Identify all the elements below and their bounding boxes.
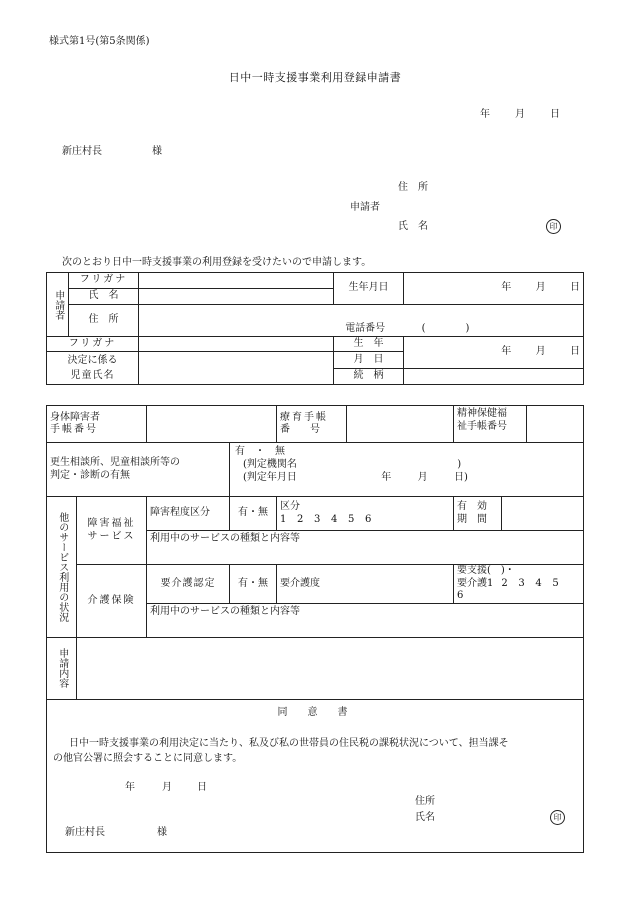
care-yes-no[interactable]: 有・無 [230,565,277,604]
relation-field[interactable] [404,369,584,385]
consent-address-label: 住所 [415,795,435,807]
consent-title: 同 意 書 [277,706,348,718]
mental-book-label: 精神保健福 祉手帳番号 [454,406,527,442]
mental-book-cell [454,406,584,443]
support-label: 要支援( )・ [457,565,515,576]
division-num: 6 [365,513,372,525]
mental-book-field[interactable] [527,406,583,442]
seal-icon: 印 [546,219,561,234]
form-number: 様式第1号(第5条関係) [49,36,150,47]
child-furigana-label: フリガナ [47,337,139,352]
degree-yes-no[interactable]: 有・無 [230,497,277,531]
consent-body-line2: の他官公署に照会することに同意します。 [53,752,243,764]
division-label: 区分 [280,501,300,512]
care-num: 6 [457,590,464,601]
judge-month: 月 [417,472,428,483]
division-cell[interactable] [277,497,454,531]
birth-label: 生年月日 [334,273,404,305]
consult-label: 更生相談所、児童相談所等の 判定・診断の有無 [47,443,230,497]
page-title: 日中一時支援事業利用登録申請書 [228,71,402,84]
welfare-service-contents[interactable]: 利用中のサービスの種類と内容等 [147,531,584,565]
judge-org-label: (判定機関名 [243,459,297,470]
child-birth-label-2: 月 日 [334,352,404,369]
child-birth-field[interactable] [404,337,584,369]
valid-period-label: 有 効 期 間 [454,497,502,531]
consent-seal-icon: 印 [550,810,565,825]
detail-table [46,405,584,853]
valid-period-field[interactable] [502,497,584,531]
division-num: 1 [280,513,287,525]
birth-year: 年 [501,282,512,294]
child-name-label: 決定に係る 児童氏名 [47,352,139,385]
child-birth-year: 年 [501,346,512,358]
division-num: 5 [348,513,355,525]
care-insurance-label: 介護保険 [77,565,147,638]
applicant-label: 申請者 [350,202,380,213]
address-field[interactable] [139,305,584,337]
consent-day: 日 [197,781,207,793]
child-furigana-field[interactable] [139,337,334,352]
birth-month: 月 [535,282,546,294]
child-birth-month: 月 [535,346,546,358]
care-level-field[interactable] [454,565,584,604]
consent-honorific: 様 [157,826,167,838]
care-num: 5 [552,577,559,589]
judge-day: 日) [454,472,468,483]
relation-label: 続 柄 [334,369,404,385]
birth-day: 日 [570,282,580,294]
consent-year: 年 [125,781,135,793]
division-num: 4 [331,513,338,525]
birth-field[interactable] [404,273,584,305]
child-name-field[interactable] [139,352,334,385]
consult-yes-no: 有 ・ 無 [235,446,285,457]
date-year: 年 [480,109,490,120]
judge-date-label: (判定年月日 [243,472,297,483]
care-num: 2 [501,577,508,589]
division-num: 2 [297,513,304,525]
care-service-contents[interactable]: 利用中のサービスの種類と内容等 [147,603,584,637]
division-num: 3 [314,513,321,525]
application-content-field[interactable] [77,637,584,699]
furigana-label: フリガナ [69,273,139,289]
child-birth-day: 日 [570,346,580,358]
care-cert-label: 要介護認定 [147,565,230,604]
consent-body-line1: 日中一時支援事業の利用決定に当たり、私及び私の世帯員の住民税の課税状況について、担当課そ [69,737,509,749]
honorific: 様 [152,146,162,157]
applicant-table [46,272,584,385]
other-services-label: 他のサービス利用の状況 [47,497,77,638]
consent-name-label: 氏名 [415,811,435,823]
date-month: 月 [515,109,525,120]
disability-book-label: 身体障害者 手帳番号 [47,406,147,443]
consent-addressee: 新庄村長 [65,826,105,838]
consent-section [47,699,584,852]
application-content-label: 申請内容 [47,637,77,699]
consent-month: 月 [162,781,172,793]
applicant-name-label: 氏 名 [398,221,428,232]
name-label: 氏 名 [69,289,139,305]
degree-label: 障害程度区分 [147,497,230,531]
disability-book-field[interactable] [147,406,277,443]
care-num: 4 [535,577,542,589]
care-num: 3 [518,577,525,589]
furigana-field[interactable] [139,273,334,289]
judge-year: 年 [381,472,392,483]
phone-label: 電話番号 [345,322,386,334]
consult-field[interactable] [230,443,584,497]
addressee: 新庄村長 [62,146,102,157]
ryoiku-label: 療育手帳 番 号 [277,406,347,443]
date-day: 日 [550,109,560,120]
phone-parens: ( ) [421,322,470,334]
intro-text: 次のとおり日中一時支援事業の利用登録を受けたいので申請します。 [62,257,372,268]
applicant-address-label: 住 所 [398,182,428,193]
judge-org-close: ) [457,459,462,470]
name-field[interactable] [139,289,334,305]
child-birth-label-1: 生 年 [334,337,404,352]
welfare-label: 障害福祉 サービス [77,497,147,565]
ryoiku-field[interactable] [347,406,454,443]
applicant-side-label: 申請者 [47,273,69,337]
care-level-label: 要介護度 [277,565,454,604]
address-label: 住 所 [69,305,139,337]
care-need-label: 要介護1 [457,577,494,589]
